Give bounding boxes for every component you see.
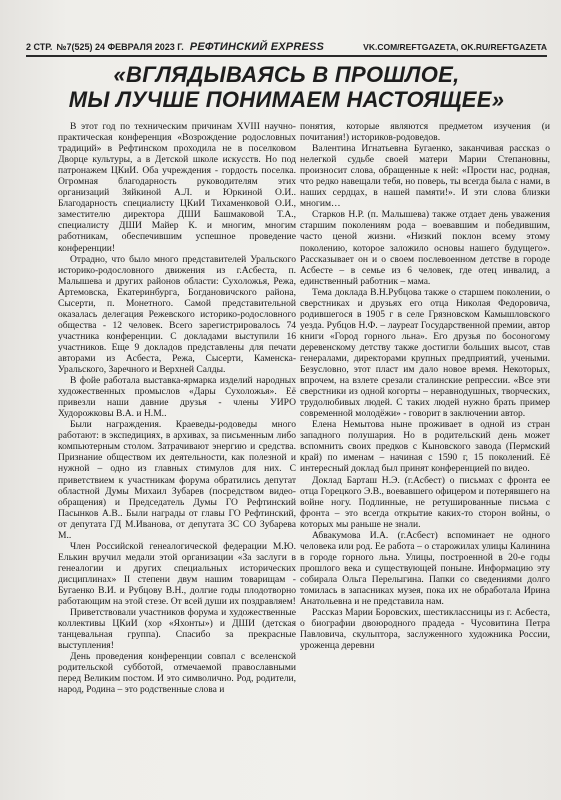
social-links: VK.COM/REFTGAZETA, OK.RU/REFTGAZETA xyxy=(363,42,547,52)
paragraph: Отрадно, что было много представителей Уральского историко-родословного движения из г.Асбеста, п. Малышева и других районов области: Сухоложья, Режа, Артемовска, Екатеринбурга, Богдановичского района, Сысерти, п. Монетного. Самой представительной оказалась делегация Режевского историко-родословного общества - 12 человек. Всего зарегистрировалось 74 участника конференции. С докладами выступили 16 участников. Еще 9 докладов представлены для печати авторами из Асбеста, Режа, Сысерти, Каменска-Уральского, Заречного и Верхней Салды. xyxy=(58,253,296,376)
article-headline xyxy=(26,62,547,112)
newspaper-title: РЕФТИНСКИЙ EXPRESS xyxy=(189,41,325,53)
paragraph: Рассказ Марии Боровских, шестиклассницы из г. Асбеста, о биографии двоюродного прадеда - Чусовитина Петра Павловича, скульптора, заслуженного художника России, уроженца деревни xyxy=(300,607,550,652)
headline-line-1: «ВГЛЯДЫВАЯСЬ В ПРОШЛОЕ, xyxy=(113,62,460,87)
paragraph: День проведения конференции совпал с вселенской родительской субботой, отмечаемой православными перед Великим постом. И это символично. Род, родители, народ, Родина – это родственные слова и xyxy=(58,651,296,696)
headline-line-2: МЫ ЛУЧШЕ ПОНИМАЕМ НАСТОЯЩЕЕ» xyxy=(68,87,505,112)
issue-date: №7(525) 24 ФЕВРАЛЯ 2023 Г. xyxy=(56,42,184,52)
paragraph: Приветствовали участников форума и художественные коллективы ЦКиИ (хор «Яхонты») и ДШИ (детская танцевальная группа). Спасибо за прекрасные выступления! xyxy=(58,607,296,652)
paragraph: Доклад Барташ Н.Э. (г.Асбест) о письмах с фронта ее отца Горецкого Э.В., воевавшего офицером и потерявшего на войне ногу. Подлинные, не ретушированные письма с фронта – это всегда открытие каких-то сторон войны, о которых мы раньше не знали. xyxy=(300,474,550,530)
right-column xyxy=(300,121,550,651)
paragraph: Старков Н.Р. (п. Малышева) также отдает день уважения старшим поколениям рода – воевавшим и победившим, часто ценой жизни. «Низкий поклон всему этому поколению, которое заложило основы нашего будущего». Рассказывает он и о своем послевоенном детстве в городе Асбесте – в семье из 6 человек, где отец инвалид, а единственный работник – мама. xyxy=(300,209,550,287)
header-rule xyxy=(26,55,547,57)
paragraph: Абвакумова И.А. (г.Асбест) вспоминает не одного человека или род. Ее работа – о старожилах улицы Калинина в городе горного льна. Улицы, построенной в 20-е годы прошлого века и существующей поныне. Информацию эту собирала Ольга Перелыгина. Папки со сведениями долго томилась в запасниках музея, пока их не обработала Ирина Анатольевна и не представила нам. xyxy=(300,529,550,608)
paragraph: Тема доклада В.Н.Рубцова также о старшем поколении, о сверстниках и друзьях его отца Николая Федоровича, родившегося в 1905 г в селе Грязновском Камышловского уезда. Рубцов Н.Ф. – лауреат Государственной премии, автор книги «Город горного льна». Его друзья по босоногому деревенскому детству также достигли больших высот, став генералами, директорами крупных предприятий, учеными. Безусловно, этот пласт им дало новое время. Некоторых, впрочем, на взлете срезали сталинские репрессии. «Все эти сверстники из одной когорты – неравнодушных, творческих, трудолюбивых людей. С таких людей нужно брать пример современной молодёжи» - говорит в заключении автор. xyxy=(300,286,550,420)
paragraph: Были награждения. Краеведы-родоведы много работают: в экспедициях, в архивах, за письменным либо компьютерным столом. Затрачивают энергию и средства. Признание обществом их деятельности, как полезной и нужной – одно из главных стимулов для них. С приветствием к участникам форума обратились депутат областной Думы Михаил Зубарев (посредством видео-обращения) и Председатель Думы ГО Рефтинский Пасынков А.В.. Были награды от главы ГО Рефтинский, от депутата ГД М.Иванова, от депутата ЗС СО Зубарева М.. xyxy=(58,419,296,541)
paragraph: Валентина Игнатьевна Бугаенко, заканчивая рассказ о нелегкой судьбе своей матери Марии Степановны, произносит слова, обращенные к ней: «Прости нас, родная, что редко навещали тебя, но поверь, ты всегда была с нами, в наших сердцах, в нашей памяти!». И эти слова близки многим… xyxy=(300,143,550,210)
paragraph: В фойе работала выставка-ярмарка изделий народных художественных промыслов «Дары Сухоложья». Её привезли наши давние друзья - члены УИРО Худорожковы В.А. и Н.М.. xyxy=(58,375,296,420)
left-column xyxy=(58,121,296,695)
paragraph: Член Российской генеалогической федерации М.Ю. Елькин вручил медали этой организации «За заслуги в генеалогии и других специальных исторических дисциплинах» II степени двум нашим товарищам - Бугаенко В.И. и Рубцову В.Н., долгие годы плодотворно работающим на этой стезе. От всей души их поздравляем! xyxy=(58,540,296,608)
page-number: 2 СТР. xyxy=(26,42,53,52)
page-header xyxy=(26,40,547,54)
paragraph: Елена Немытова ныне проживает в одной из стран западного полушария. Но в родительский день может вспомнить своих предков с Кыновского завода (Пермский край) по именам – начиная с 1590 г, 15 поколений. Её интересный доклад был принят конференцией по видео. xyxy=(300,419,550,475)
paragraph: понятия, которые являются предметом изучения (и почитания!) историков-родоведов. xyxy=(300,121,550,144)
paragraph: В этот год по техническим причинам XVIII научно-практическая конференция «Возрождение родословных традиций» в Рефтинском проходила не в поселковом Дворце культуры, а в Детской школе искусств. Но под патронажем ЦКиИ. Оба учреждения - гордость поселка. Огромная благодарность руководителям этих организаций Зяйкиной А.Л. и Юркиной О.И.. Благодарность специалисту ЦКиИ Тихаменковой О.И., заместителю директора ДШИ Башмаковой Т.А., специалисту ДШИ Майер К. и многим, многим работникам, обеспечившим успешное проведение конференции! xyxy=(58,121,296,254)
